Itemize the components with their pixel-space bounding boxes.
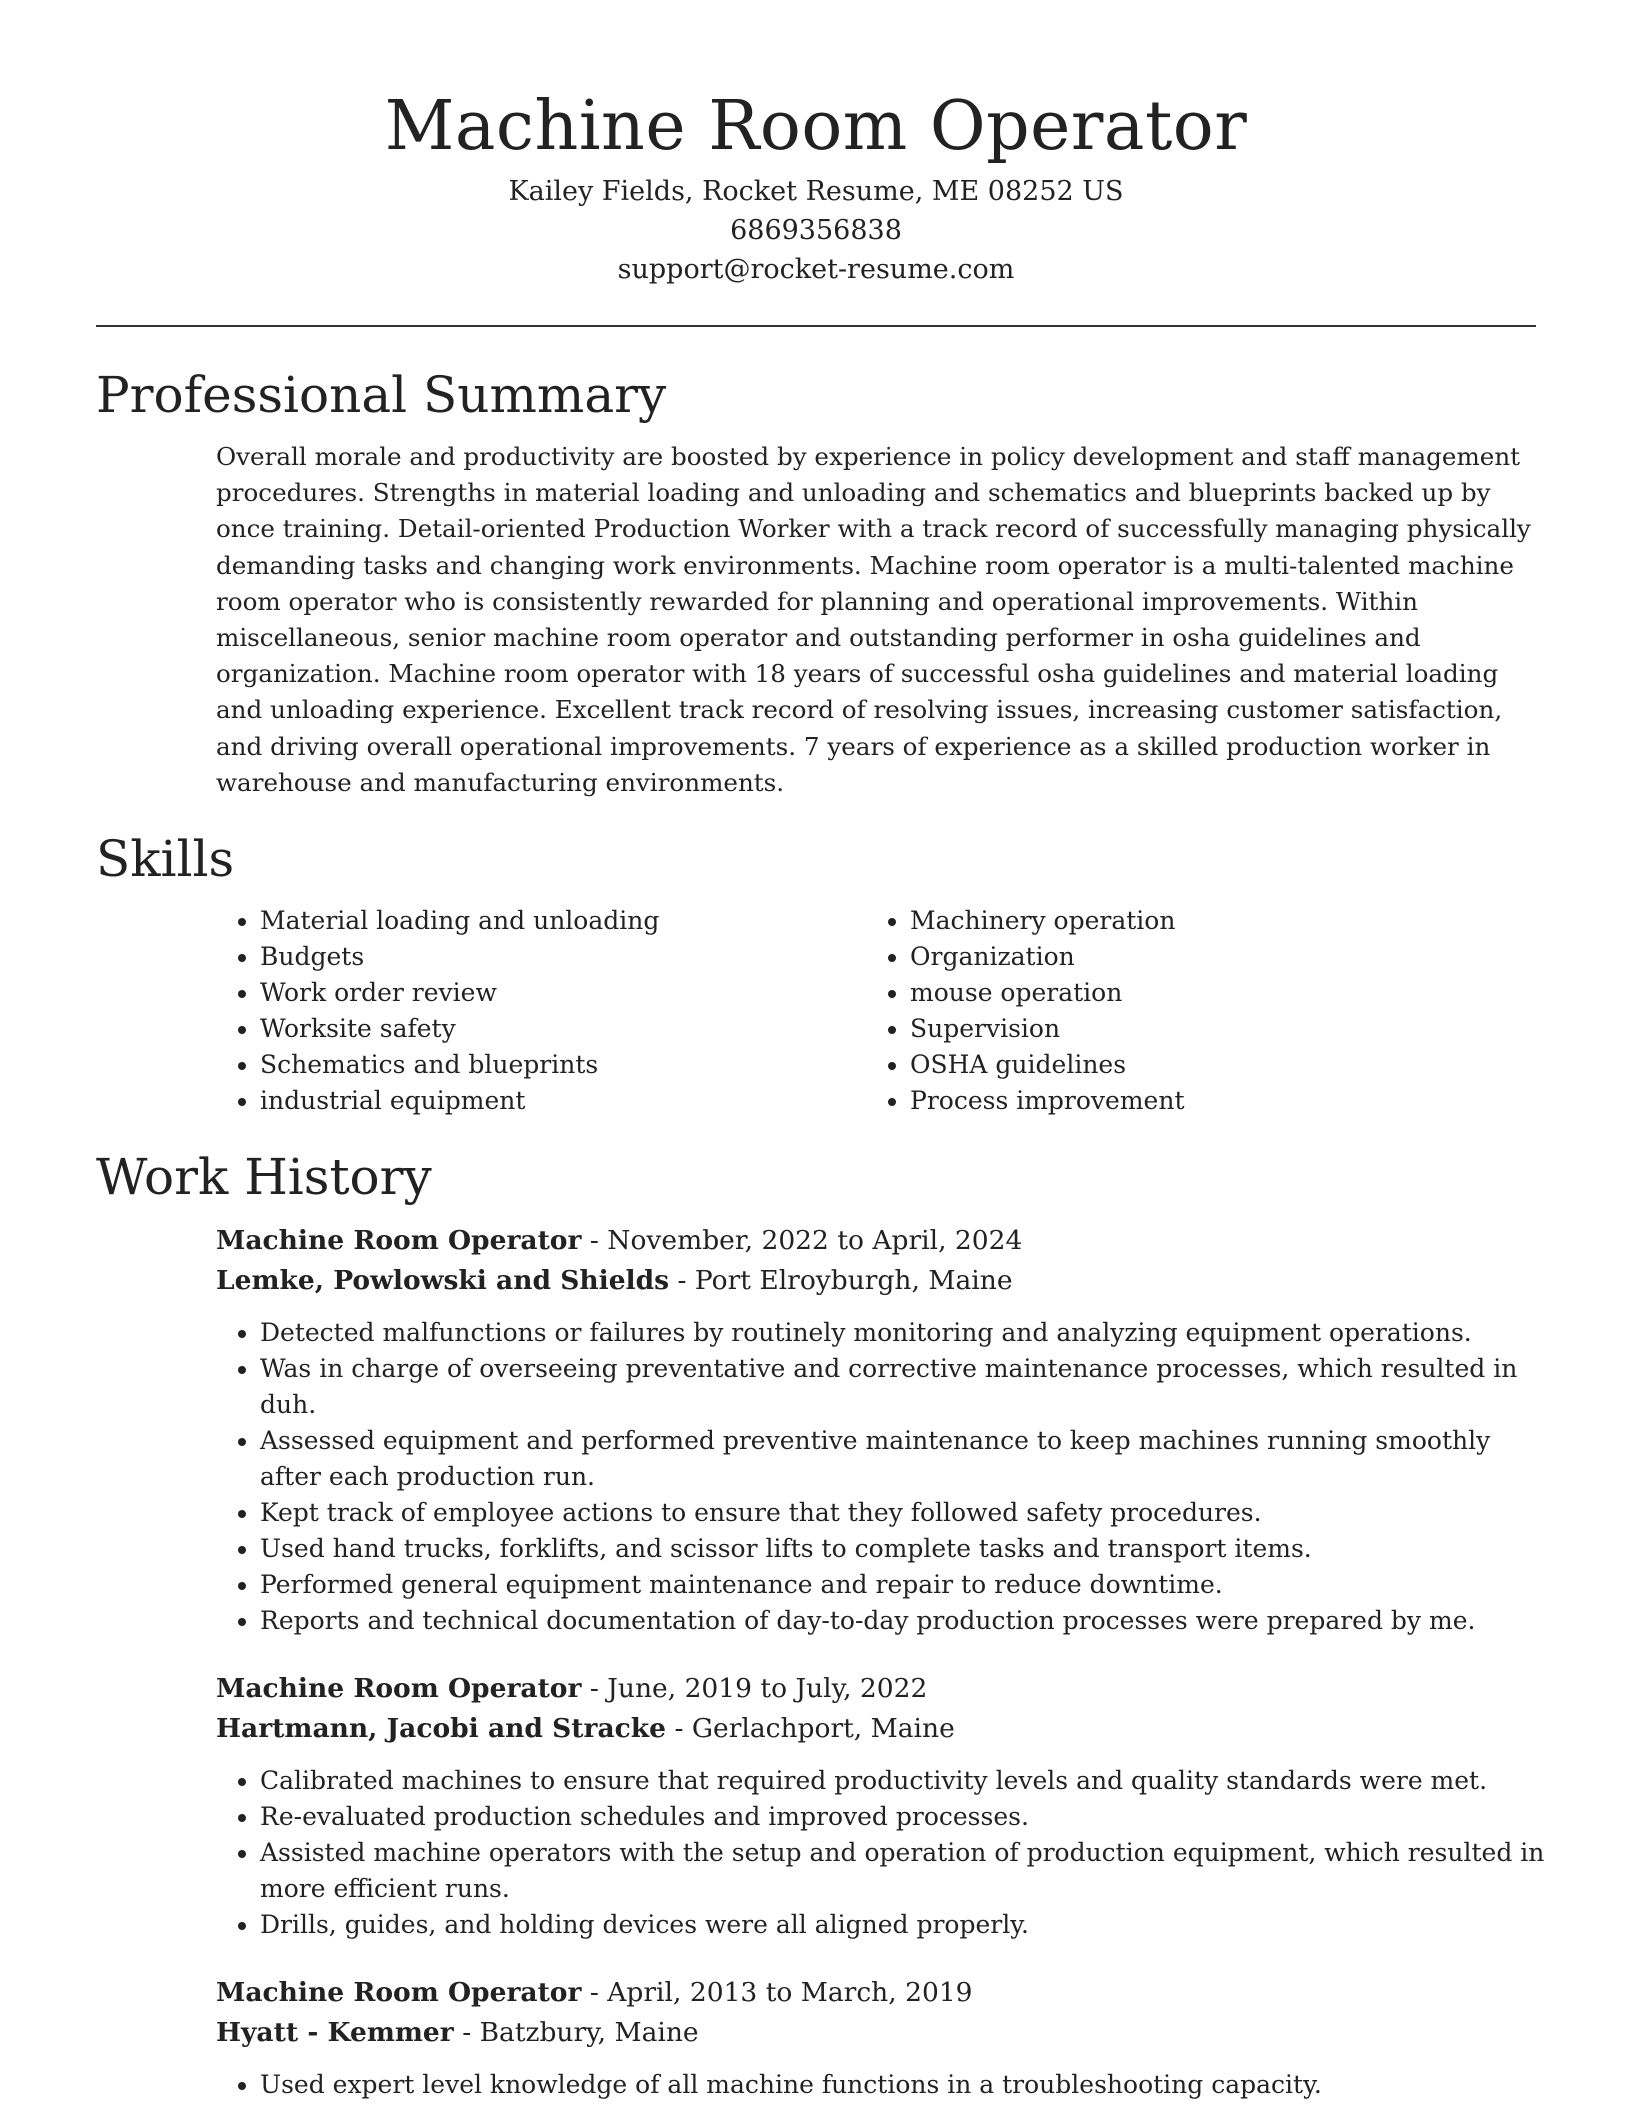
job-company-line (216, 2013, 1546, 2053)
job-separator: - (589, 1977, 608, 2009)
job-company: Hartmann, Jacobi and Stracke (216, 1713, 667, 1745)
job-separator: - (674, 1713, 692, 1745)
job-title: Machine Room Operator (216, 1225, 582, 1257)
skills-list-right (866, 903, 1510, 1119)
skill-item: • Schematics and blueprints (260, 1047, 866, 1083)
skill-item: • OSHA guidelines (910, 1047, 1510, 1083)
summary-text: Overall morale and productivity are boosted by experience in policy development and staff management procedures. Strengths in material loading and unloading and schematics and blueprints backed up by once training. Detail-oriented Production Worker with a track record of successfully managing physically demanding tasks and changing work environments. Machine room operator is a multi-talented machine room operator who is consistently rewarded for planning and operational improvements. Within miscellaneous, senior machine room operator and outstanding performer in osha guidelines and organization. Machine room operator with 18 years of successful osha guidelines and material loading and unloading experience. Excellent track record of resolving issues, increasing customer satisfaction, and driving overall operational improvements. 7 years of experience as a skilled production worker in warehouse and manufacturing environments. (216, 442, 1531, 797)
job-company-line (216, 1261, 1546, 1301)
job-bullet: • Reports and technical documentation of day-to-day production processes were prepared by me. (260, 1603, 1546, 1639)
skill-item: • mouse operation (910, 975, 1510, 1011)
skills-grid (216, 903, 1536, 1119)
job-title-line (216, 1973, 1546, 2013)
skills-heading: Skills (96, 830, 235, 889)
job-title: Machine Room Operator (216, 1673, 582, 1705)
skill-item: • Supervision (910, 1011, 1510, 1047)
job-bullet: • Was in charge of overseeing preventative and corrective maintenance processes, which resulted in duh. (260, 1351, 1546, 1423)
summary-heading: Professional Summary (96, 366, 667, 424)
contact-phone: 6869356838 (730, 215, 902, 246)
job-dates: June, 2019 to July, 2022 (607, 1673, 928, 1705)
job-title-line (216, 1669, 1546, 1709)
job-location: Batzbury, Maine (479, 2017, 699, 2049)
job-bullet: • Re-evaluated production schedules and improved processes. (260, 1799, 1546, 1835)
contact-address: Kailey Fields, Rocket Resume, ME 08252 US (508, 176, 1124, 207)
header-divider (96, 325, 1536, 327)
job-location: Gerlachport, Maine (691, 1713, 955, 1745)
job-entry (216, 1221, 1546, 1639)
job-bullets (216, 1763, 1546, 1943)
job-bullets (216, 1315, 1546, 1639)
job-company: Hyatt - Kemmer (216, 2017, 454, 2049)
job-bullets (216, 2067, 1546, 2103)
job-bullet: • Performed general equipment maintenance and repair to reduce downtime. (260, 1567, 1546, 1603)
job-location: Port Elroyburgh, Maine (694, 1265, 1013, 1297)
job-title: Machine Room Operator (216, 1977, 582, 2009)
job-title-line (216, 1221, 1546, 1261)
job-dates: April, 2013 to March, 2019 (607, 1977, 973, 2009)
skill-item: • Worksite safety (260, 1011, 866, 1047)
work-history-heading: Work History (96, 1148, 432, 1207)
skill-item: • Process improvement (910, 1083, 1510, 1119)
job-separator: - (677, 1265, 695, 1297)
skill-item: • Budgets (260, 939, 866, 975)
job-bullet: • Assisted machine operators with the setup and operation of production equipment, which resulted in more efficient runs. (260, 1835, 1546, 1907)
skill-item: • Organization (910, 939, 1510, 975)
job-separator: - (589, 1225, 608, 1257)
resume-header (96, 0, 1536, 289)
job-entry (216, 1669, 1546, 1943)
contact-email: support@rocket-resume.com (617, 254, 1015, 285)
job-bullet: • Calibrated machines to ensure that required productivity levels and quality standards were met. (260, 1763, 1546, 1799)
job-bullet: • Assessed equipment and performed preventive maintenance to keep machines running smoothly after each production run. (260, 1423, 1546, 1495)
job-company-line (216, 1709, 1546, 1749)
resume-page (96, 0, 1545, 2103)
skill-item: • Machinery operation (910, 903, 1510, 939)
job-bullet: • Detected malfunctions or failures by routinely monitoring and analyzing equipment operations. (260, 1315, 1546, 1351)
skill-item: • Material loading and unloading (260, 903, 866, 939)
job-dates: November, 2022 to April, 2024 (607, 1225, 1023, 1257)
job-separator: - (589, 1673, 608, 1705)
resume-title: Machine Room Operator (384, 87, 1248, 166)
job-entry (216, 1973, 1546, 2103)
job-bullet: • Used expert level knowledge of all machine functions in a troubleshooting capacity. (260, 2067, 1546, 2103)
skills-list-left (216, 903, 866, 1119)
job-company: Lemke, Powlowski and Shields (216, 1265, 670, 1297)
skill-item: • industrial equipment (260, 1083, 866, 1119)
skill-item: • Work order review (260, 975, 866, 1011)
job-bullet: • Kept track of employee actions to ensure that they followed safety procedures. (260, 1495, 1546, 1531)
job-bullet: • Used hand trucks, forklifts, and scissor lifts to complete tasks and transport items. (260, 1531, 1546, 1567)
job-bullet: • Drills, guides, and holding devices were all aligned properly. (260, 1907, 1546, 1943)
job-separator: - (462, 2017, 480, 2049)
